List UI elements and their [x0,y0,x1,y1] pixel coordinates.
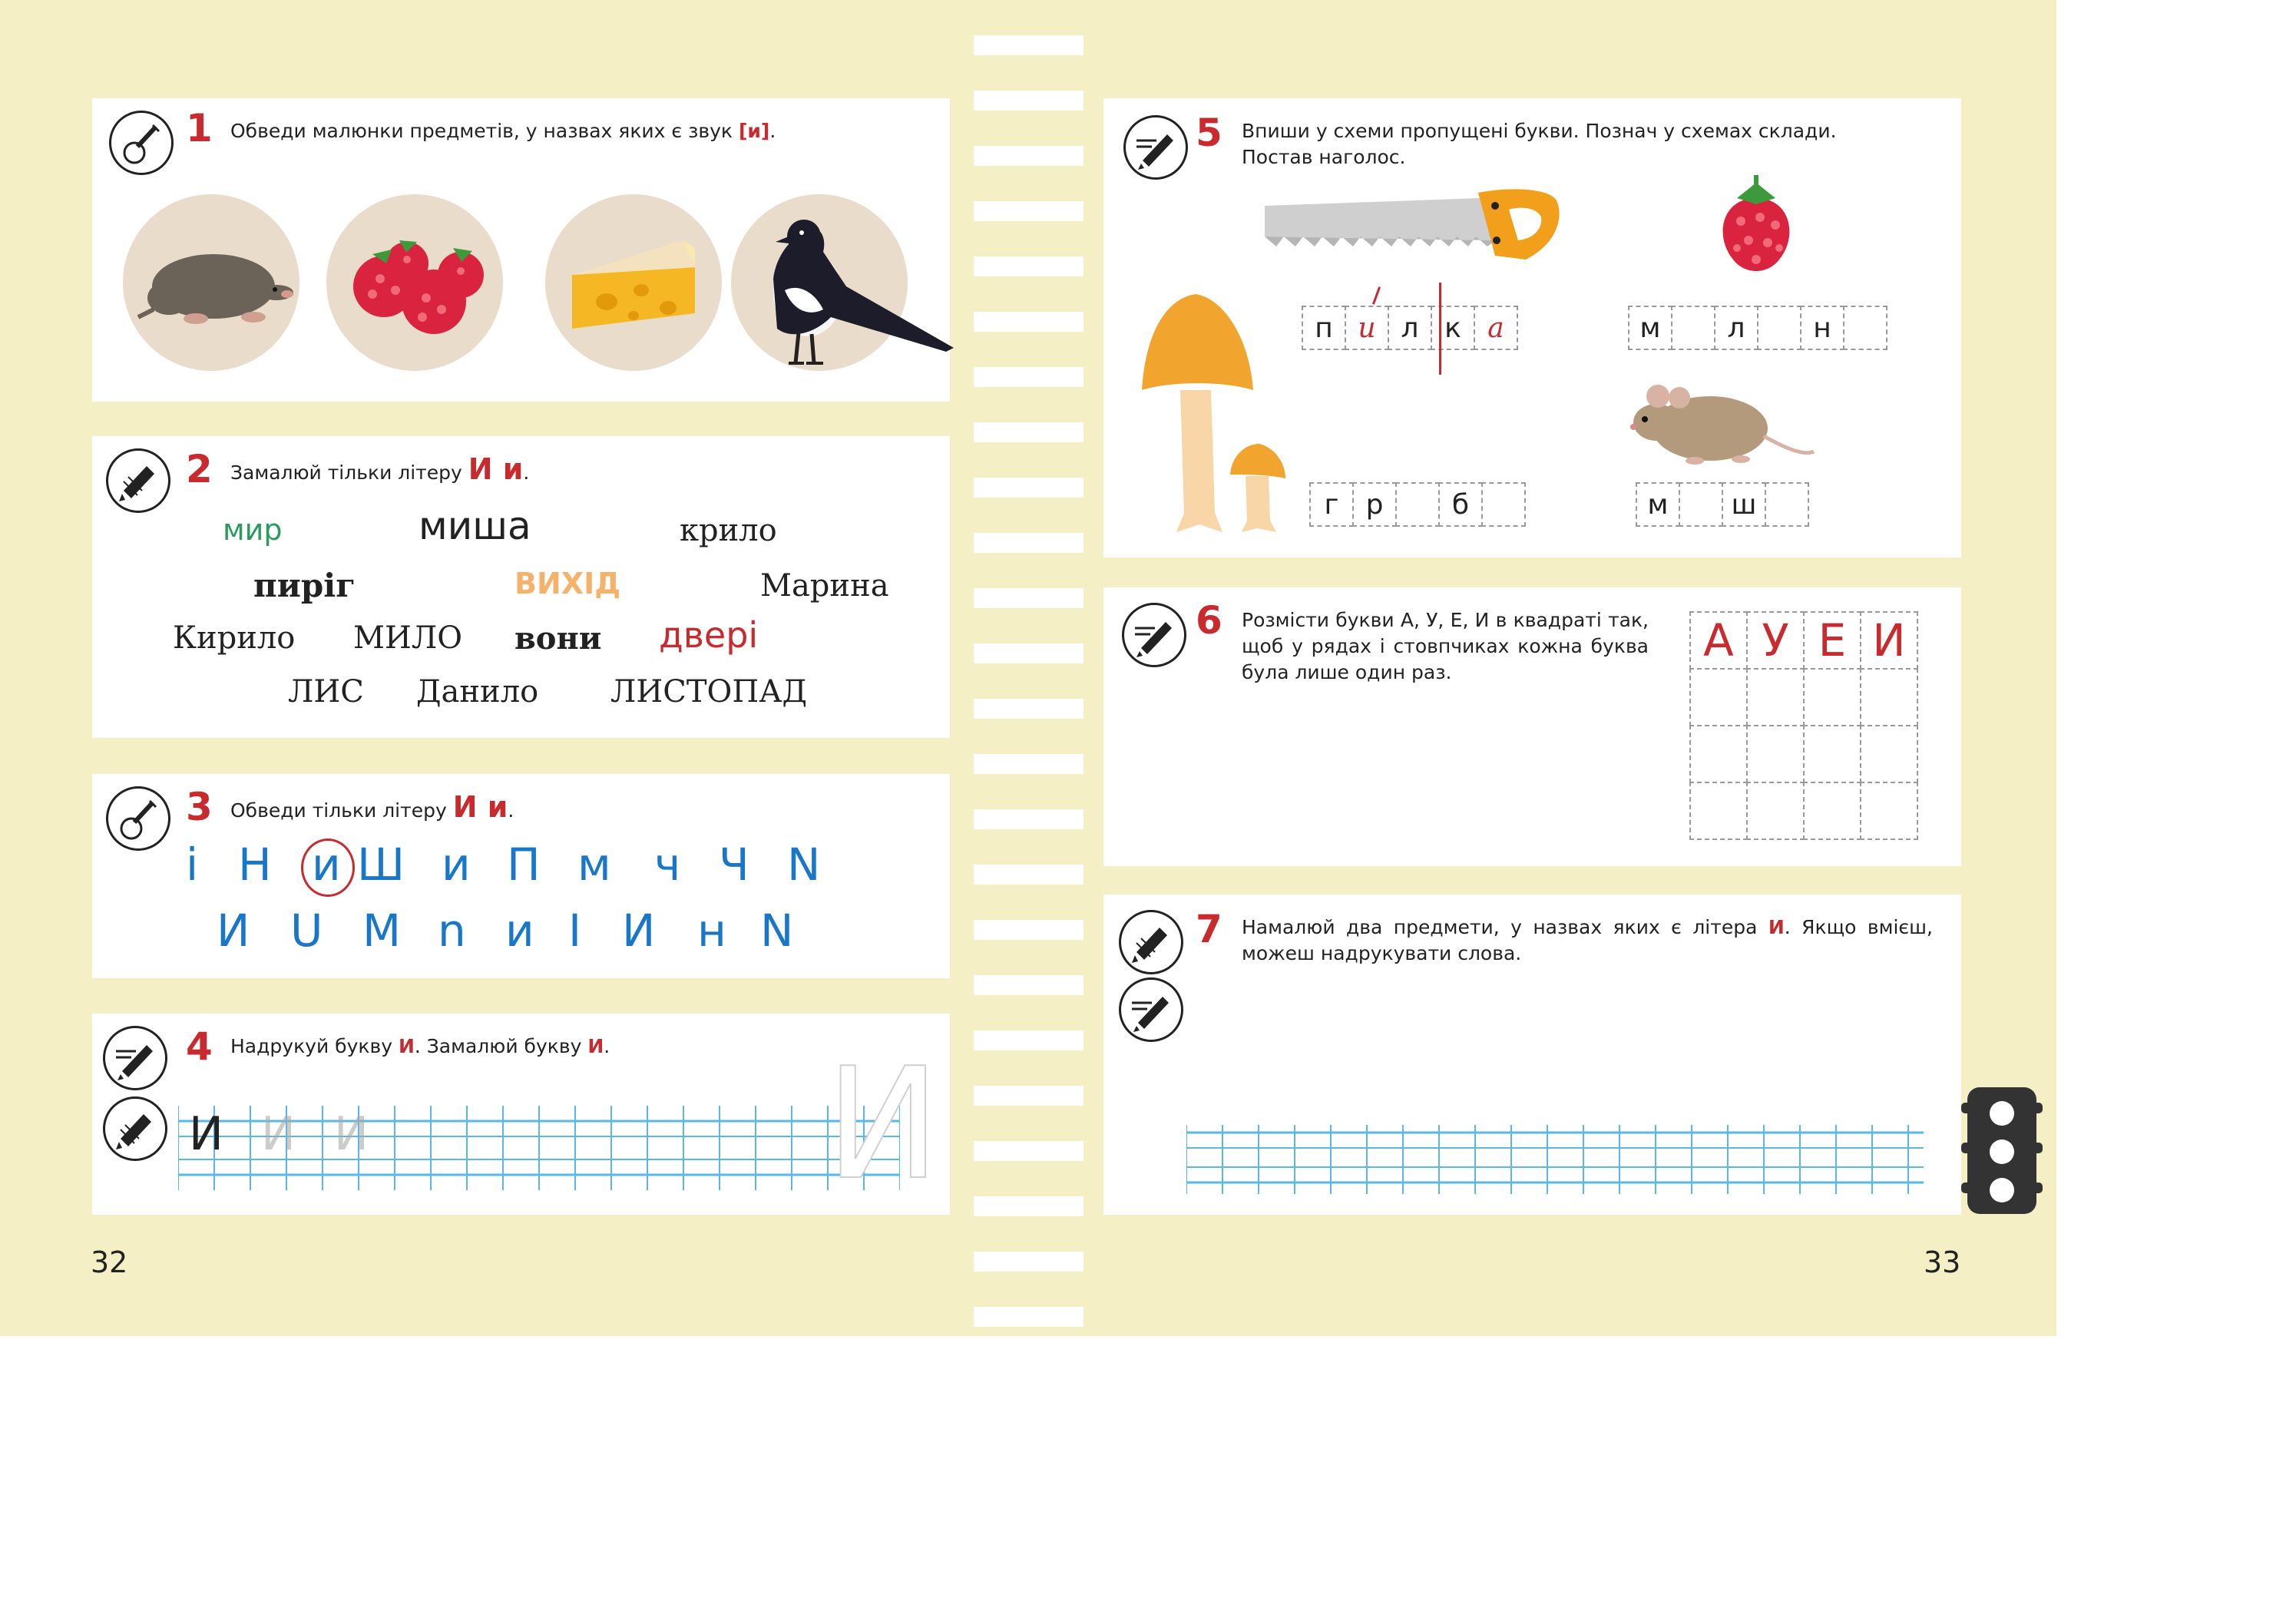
big-outline-letter: И [825,1035,941,1214]
exercise-number: 1 [186,106,213,150]
letter-item[interactable]: М [362,905,402,957]
word-item[interactable]: двері [659,614,759,656]
letter-item[interactable]: n [438,905,466,957]
exercise-3-card [92,774,950,978]
exercise-number: 5 [1196,111,1222,155]
letter-item[interactable]: И [622,905,656,957]
writing-pencil-icon [1122,603,1186,667]
magpie-picture [731,194,908,371]
writing-pencil-icon [1119,977,1183,1042]
word-item[interactable]: Кирило [173,620,296,656]
raspberry-picture [326,194,503,371]
letter-item[interactable]: н [697,905,726,957]
letter-item[interactable]: U [290,905,323,957]
pencil-coloring-icon [106,448,170,513]
word-item[interactable]: ЛИСТОПАД [610,674,808,709]
writing-pencil-icon [103,1026,167,1090]
letter-item[interactable]: м [577,838,611,891]
exercise-7-card [1103,895,1961,1215]
letter-item[interactable]: И [217,905,250,957]
mouse-picture [1626,382,1818,475]
latin-square-grid[interactable]: А У Е И [1690,612,1917,839]
exercise-5-card [1103,98,1961,557]
letter-item[interactable]: и [442,838,471,891]
circle-pencil-icon [109,111,174,175]
letter-item[interactable]: и [312,838,341,891]
page-number-right: 33 [1924,1245,1961,1279]
exercise-instruction: Розмісти букви А, У, Е, И в квадраті так, щоб у рядах і стовпчиках кожна буква була лише один раз. [1242,609,1649,683]
letter-item[interactable]: и [505,905,534,957]
word-scheme-mouse[interactable]: м ш [1636,482,1808,527]
mushroom-picture [1138,290,1299,536]
word-item[interactable]: миша [419,504,531,548]
letter-item[interactable]: I [568,905,582,957]
word-item[interactable]: МИЛО [353,620,463,656]
exercise-number: 4 [186,1024,213,1069]
letter-item[interactable]: і [186,838,199,891]
exercise-instruction: Замалюй тільки літеру И и. [230,452,530,486]
exercise-number: 3 [186,785,213,829]
exercise-instruction: Обведи малюнки предметів, у назвах яких є звук [и]. [230,120,776,142]
traced-letter: И [189,1107,223,1161]
letter-item[interactable]: Н [238,838,272,891]
exercise-instruction: Надрукуй букву И. Замалюй букву И. [230,1035,610,1057]
exercise-instruction: Намалюй два предмети, у назвах яких є літера И. Якщо вмієш, можеш надрукувати слова. [1242,916,1933,964]
letter-item[interactable]: N [760,905,794,957]
word-item[interactable]: Марина [760,568,889,604]
exercise-instruction: Впиши у схеми пропущені букви. Познач у схемах склади. Постав наголос. [1242,120,1837,168]
word-item[interactable]: ВИХІД [514,567,621,600]
exercise-instruction: Обведи тільки літеру И и. [230,790,514,824]
letter-item[interactable]: П [507,838,541,891]
book-spine [974,0,1083,1336]
dotted-letter: И [261,1107,296,1161]
word-scheme-mushroom[interactable]: г р б [1309,482,1524,527]
saw-picture [1265,187,1564,271]
word-scheme-saw[interactable]: п и л к а [1302,306,1517,350]
cheese-picture [545,194,722,371]
exercise-1-card [92,98,950,402]
exercise-2-card [92,436,950,738]
exercise-6-card [1103,587,1961,866]
exercise-number: 7 [1196,907,1222,951]
word-item[interactable]: пиріг [253,567,356,604]
page-number-left: 32 [91,1245,128,1279]
exercise-number: 6 [1196,598,1222,643]
pencil-coloring-icon [1119,910,1183,974]
traffic-light-icon [1961,1087,2043,1214]
stress-mark [1372,286,1381,305]
word-item[interactable]: крило [680,513,777,548]
word-item[interactable]: мир [223,513,283,547]
circle-pencil-icon [106,786,170,851]
exercise-number: 2 [186,447,213,491]
mole-picture [123,194,299,371]
letter-item[interactable]: Ч [719,838,749,891]
word-item[interactable]: Данило [416,674,539,709]
dotted-letter: И [334,1107,369,1161]
pencil-coloring-icon [103,1096,167,1161]
syllable-divider-mark [1439,283,1441,375]
exercise-4-card [92,1014,950,1215]
word-item[interactable]: ЛИС [288,674,364,709]
raspberry-picture [1706,175,1806,283]
word-item[interactable]: вони [514,620,602,657]
letter-item[interactable]: N [787,838,821,891]
word-scheme-raspberry[interactable]: м л н [1628,306,1886,350]
letter-item[interactable]: Ш [357,838,405,891]
letter-item[interactable]: ч [654,838,681,891]
writing-pencil-icon [1123,115,1188,180]
writing-grid[interactable] [1186,1125,1924,1194]
